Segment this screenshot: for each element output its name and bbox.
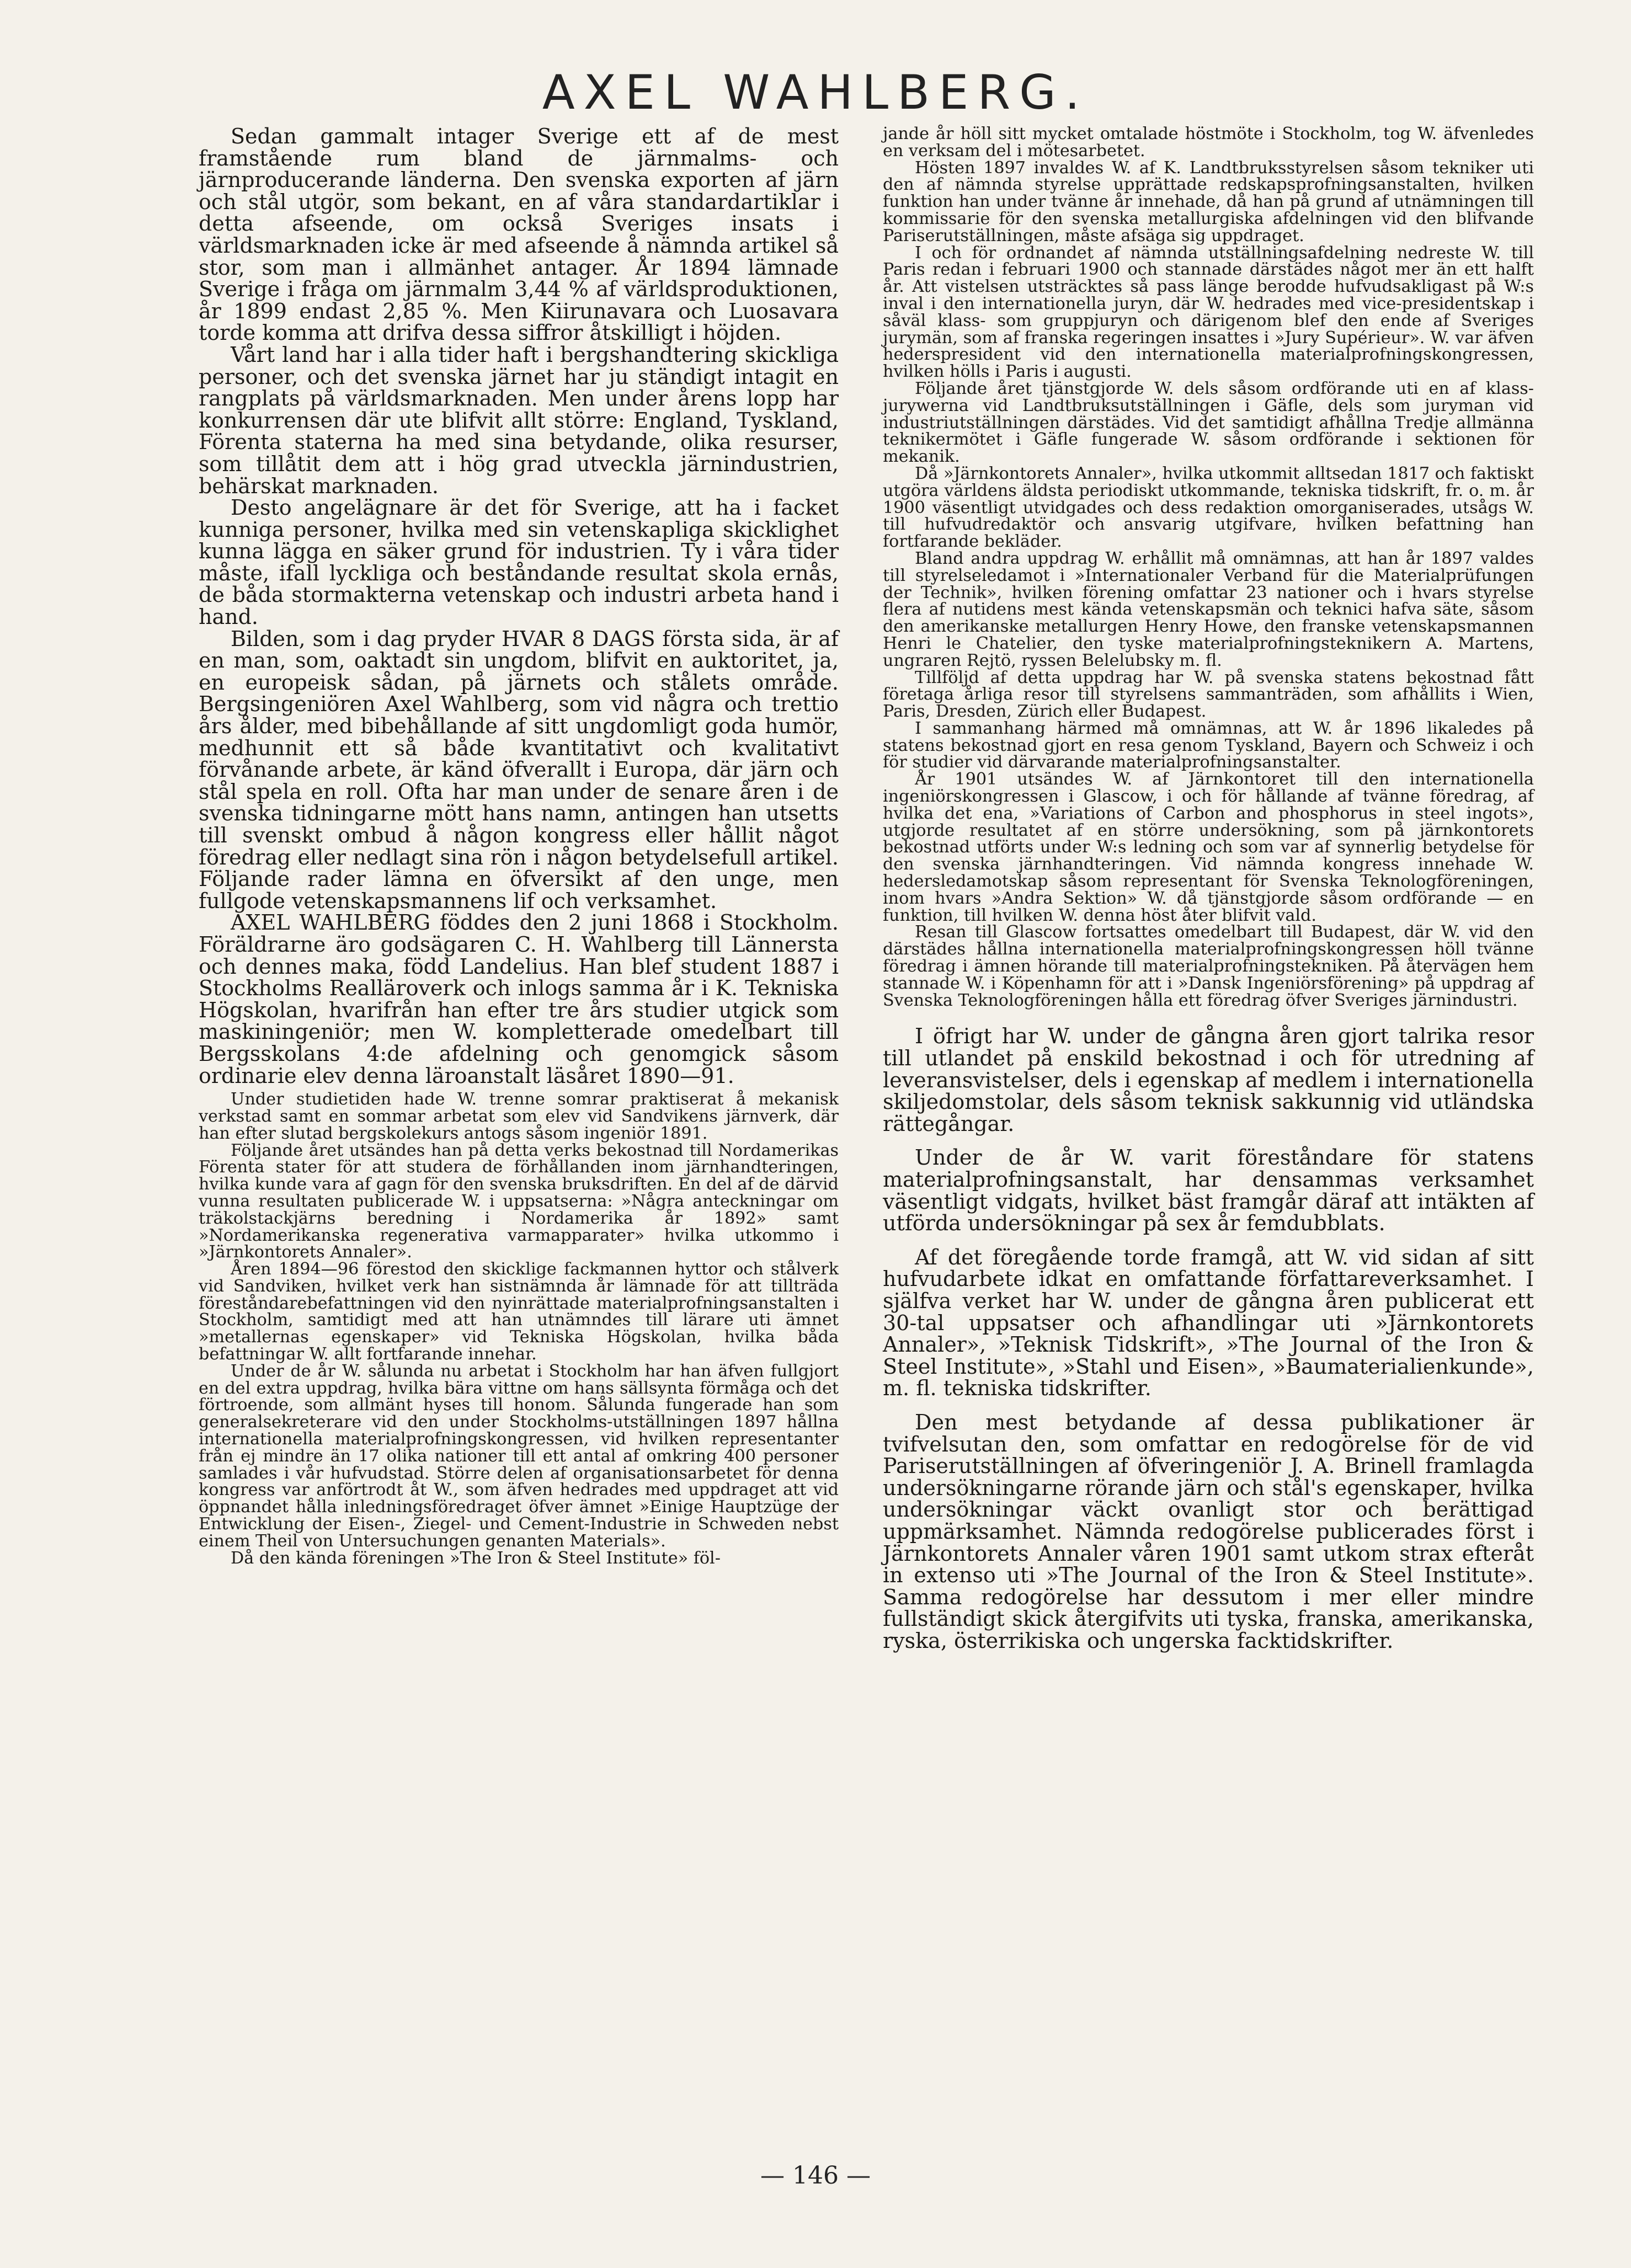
paragraph: Under studietiden hade W. trenne somrar praktiserat å mekanisk verkstad samt en sommar arbetat som elev vid Sandvikens järnverk, där han efter slutad bergskolekurs antogs såsom ingeniör 1891. bbox=[199, 1090, 839, 1143]
paragraph: jande år höll sitt mycket omtalade höstmöte i Stockholm, tog W. äfvenledes en verksam del i mötesarbetet. bbox=[883, 124, 1534, 161]
paragraph: I och för ordnandet af nämnda utställningsafdelning nedreste W. till Paris redan i februari 1900 och stannade därstädes något mer än ett halft år. Att vistelsen utsträcktes så pass länge berodde hufvudsakligast på W:s inval i den internationella juryn, där W. hedrades med vice-presidentskap i såväl klass- som gruppjuryn och därigenom blef den ende af Sveriges jurymän, som af franska regeringen insattes i »Jury Supérieur». W. var äfven hederspresident vid den internationella materialprofningskongressen, hvilken hölls i Paris i augusti. bbox=[883, 243, 1534, 382]
paragraph: Desto angelägnare är det för Sverige, att ha i facket kunniga personer, hvilka med sin vetenskapliga skicklighet kunna lägga en säker grund för industrien. Ty i våra tider måste, ifall lyckliga och beståndande resultat skola ernås, de båda stormakterna vetenskap och industri arbeta hand i hand. bbox=[199, 495, 839, 629]
right-small-text bbox=[883, 126, 1534, 1009]
paragraph: Bilden, som i dag pryder HVAR 8 DAGS första sida, är af en man, som, oaktadt sin ungdom, blifvit en auktoritet, ja, en europeisk sådan, på järnets och stålets område. Bergsingeniören Axel Wahlberg, som vid några och trettio års ålder, med bibehållande af sitt ungdomligt goda humör, medhunnit ett så både kvantitativt och kvalitativt förvånande arbete, är känd öfverallt i Europa, där järn och stål spela en roll. Ofta har man under de senare åren i de svenska tidningarne mött hans namn, antingen han utsetts till svenskt ombud å någon kongress eller hållit något föredrag eller nedlagt sina rön i någon betydelsefull artikel. Följande rader lämna en öfversikt af den unge, men fullgode vetenskapsmannens lif och verksamhet. bbox=[199, 626, 839, 913]
paragraph: Då »Järnkontorets Annaler», hvilka utkommit alltsedan 1817 och faktiskt utgöra världens äldsta periodiskt utkommande, tekniska tidskrift, fr. o. m. år 1900 väsentligt utvidgades och dess redaktion omorganiserades, utsågs W. till hufvudredaktör och ansvarig utgifvare, hvilken befattning han fortfarande bekläder. bbox=[883, 463, 1534, 552]
paragraph: Resan till Glascow fortsattes omedelbart till Budapest, där W. vid den därstädes hållna internationella materialprofningskongressen höll tvänne föredrag i ämnen hörande till materialprofningstekniken. På återvägen hem stannade W. i Köpenhamn för att i »Dansk Ingeniörsförening» på uppdrag af Svenska Teknologföreningen hålla ett föredrag öfver Sveriges järnindustri. bbox=[883, 922, 1534, 1010]
paragraph: Vårt land har i alla tider haft i bergshandtering skickliga personer, och det svenska järnet har ju ständigt intagit en rangplats på världsmarknaden. Men under årens lopp har konkurrensen där ute blifvit allt större: England, Tyskland, Förenta staterna ha med sina betydande, olika resurser, som tillåtit dem att i hög grad utveckla järnindustrien, behärskat marknaden. bbox=[199, 342, 839, 498]
right-column bbox=[883, 126, 1534, 1656]
paragraph: AXEL WAHLBERG föddes den 2 juni 1868 i Stockholm. Föräldrarne äro godsägaren C. H. Wahlberg till Lännersta och dennes maka, född Landelius. Han blef student 1887 i Stockholms Realläroverk och inlogs samma år i K. Tekniska Högskolan, hvarifrån han efter tre års studier utgick som maskiningeniör; men W. kompletterade omedelbart till Bergsskolans 4:de afdelning och genomgick såsom ordinarie elev denna läroanstalt läsåret 1890—91. bbox=[199, 910, 839, 1088]
page-title: AXEL WAHLBERG. bbox=[542, 65, 1089, 120]
paragraph: Följande året tjänstgjorde W. dels såsom ordförande uti en af klass-jurywerna vid Landtbruksutställningen i Gäfle, dels som juryman vid industriutställningen därstädes. Vid det samtidigt afhållna Tredje allmänna teknikermötet i Gäfle fungerade W. såsom ordförande i sektionen för mekanik. bbox=[883, 378, 1534, 467]
paragraph: År 1901 utsändes W. af Järnkontoret till den internationella ingeniörskongressen i Glascow, i och för hållande af tvänne föredrag, af hvilka det ena, »Variations of Carbon and phosphorus in steel ingots», utgjorde resultatet af en större undersökning, som på järnkontorets bekostnad utförts under W:s ledning och som var af synnerlig betydelse för den svenska järnhandteringen. Vid nämnda kongress innehade W. hedersledamotskap såsom representant för Svenska Teknologföreningen, inom hvars »Andra Sektion» W. då tjänstgjorde såsom ordförande — en funktion, till hvilken W. denna höst åter blifvit vald. bbox=[883, 770, 1534, 925]
page-number: — 146 — bbox=[760, 2162, 871, 2190]
paragraph: Då den kända föreningen »The Iron & Steel Institute» föl- bbox=[231, 1548, 721, 1568]
paragraph: Af det föregående torde framgå, att W. vid sidan af sitt hufvudarbete idkat en omfattande författareverksamhet. I själfva verket har W. under de gångna åren publicerat ett 30-tal uppsatser och afhandlingar uti »Järnkontorets Annaler», »Teknisk Tidskrift», »The Journal of the Iron & Steel Institute», »Stahl und Eisen», »Baumaterialienkunde», m. fl. tekniska tidskrifter. bbox=[883, 1245, 1534, 1401]
paragraph: Hösten 1897 invaldes W. af K. Landtbruksstyrelsen såsom tekniker uti den af nämnda styrelse upprättade redskapsprofningsanstalten, hvilken funktion han under tvänne år innehade, då han på grund af utnämningen till kommissarie för den svenska metallurgiska afdelningen vid den blifvande Pariserutställningen, måste afsäga sig uppdraget. bbox=[883, 158, 1534, 246]
paragraph: Åren 1894—96 förestod den skicklige fackmannen hyttor och stålverk vid Sandviken, hvilket verk han sistnämnda år lämnade för att tillträda föreståndarebefattningen vid den nyinrättade materialprofningsanstalten i Stockholm, samtidigt med att han utnämndes till lärare uti ämnet »metallernas egenskaper» vid Tekniska Högskolan, hvilka båda befattningar W. allt fortfarande innehar. bbox=[199, 1260, 839, 1364]
paragraph: Sedan gammalt intager Sverige ett af de mest framstående rum bland de järnmalms- och järnproducerande länderna. Den svenska exporten af järn och stål utgör, som bekant, en af våra standardartiklar i detta afseende, om också Sveriges insats i världsmarknaden icke är med afseende å nämnda artikel så stor, som man i allmänhet antager. År 1894 lämnade Sverige i fråga om järnmalm 3,44 % af världsproduktionen, år 1899 endast 2,85 %. Men Kiirunavara och Luosavara torde komma att drifva dessa siffror åtskilligt i höjden. bbox=[199, 124, 839, 345]
paragraph: Under de år W. sålunda nu arbetat i Stockholm har han äfven fullgjort en del extra uppdrag, hvilka bära vittne om hans sällsynta förmåga och det förtroende, som allmänt hyses till honom. Sålunda fungerade han som generalsekreterare vid den under Stockholms-utställningen 1897 hållna internationella materialprofningskongressen, vid hvilken representanter från ej mindre än 17 olika nationer till ett antal af omkring 400 personer samlades i vår hufvudstad. Större delen af organisationsarbetet för denna kongress var anförtrodt åt W., som äfven hedrades med uppdraget att vid öppnandet hålla inledningsföredraget öfver ämnet »Einige Hauptzüge der Entwicklung der Eisen-, Ziegel- und Cement-Industrie in Schweden nebst einem Theil von Untersuchungen genanten Materials». bbox=[199, 1361, 839, 1551]
paragraph: Bland andra uppdrag W. erhållit må omnämnas, att han år 1897 valdes till styrelseledamot i »Internationaler Verband für die Materialprüfungen der Technik», hvilken förening omfattar 23 nationer och i hvars styrelse flera af nutidens mest kända vetenskapsmän och teknici hafva säte, såsom den amerikanske metallurgen Henry Howe, den franske vetenskapsmannen Henri le Chatelier, den tyske materialprofningsteknikern A. Martens, ungraren Rejtö, ryssen Belelubsky m. fl. bbox=[883, 548, 1534, 670]
paragraph: Följande året utsändes han på detta verks bekostnad till Nordamerikas Förenta stater för att studera de förhållanden inom järnhandteringen, hvilka kunde vara af gagn för den svenska bruksdriften. En del af de därvid vunna resultaten publicerade W. i uppsatserna: »Några anteckningar om träkolstackjärns beredning i Nordamerika år 1892» samt »Nordamerikanska regenerativa varmapparater» hvilka utkommo i »Järnkontorets Annaler». bbox=[199, 1140, 839, 1262]
right-large-text bbox=[883, 1026, 1534, 1652]
paragraph: I öfrigt har W. under de gångna åren gjort talrika resor till utlandet på enskild bekostnad i och för utredning af leveransvistelser, dels i egenskap af medlem i internationella skiljedomstolar, dels såsom teknisk sakkunnig vid utländska rättegångar. bbox=[883, 1024, 1534, 1136]
paragraph: Den mest betydande af dessa publikationer är tvifvelsutan den, som omfattar en redogörelse för de vid Pariserutställningen af öfveringeniör J. A. Brinell framlagda undersökningarne rörande järn och stål's egenskaper, hvilka undersökningar väckt ovanligt stor och berättigad uppmärksamhet. Nämnda redogörelse publicerades först i Järnkontorets Annaler våren 1901 samt utkom strax efteråt in extenso uti »The Journal of the Iron & Steel Institute». Samma redogörelse har dessutom i mer eller mindre fullständigt skick återgifvits uti tyska, franska, amerikanska, ryska, österrikiska och ungerska facktidskrifter. bbox=[883, 1410, 1534, 1653]
paragraph: Tillföljd af detta uppdrag har W. på svenska statens bekostnad fått företaga årliga resor till styrelsens sammanträden, som afhållits i Wien, Paris, Dresden, Zürich eller Budapest. bbox=[883, 668, 1534, 722]
left-small-text bbox=[199, 1091, 839, 1567]
left-large-text bbox=[199, 126, 839, 1087]
paragraph: Under de år W. varit föreståndare för statens materialprofningsanstalt, har densammas verksamhet väsentligt vidgats, hvilket bäst framgår däraf att intäkten af utförda undersökningar på sex år femdubblats. bbox=[883, 1145, 1534, 1236]
paragraph: I sammanhang härmed må omnämnas, att W. år 1896 likaledes på statens bekostnad gjort en resa genom Tyskland, Bayern och Schweiz i och för studier vid därvarande materialprofningsanstalter. bbox=[883, 718, 1534, 772]
left-column bbox=[199, 126, 839, 1567]
